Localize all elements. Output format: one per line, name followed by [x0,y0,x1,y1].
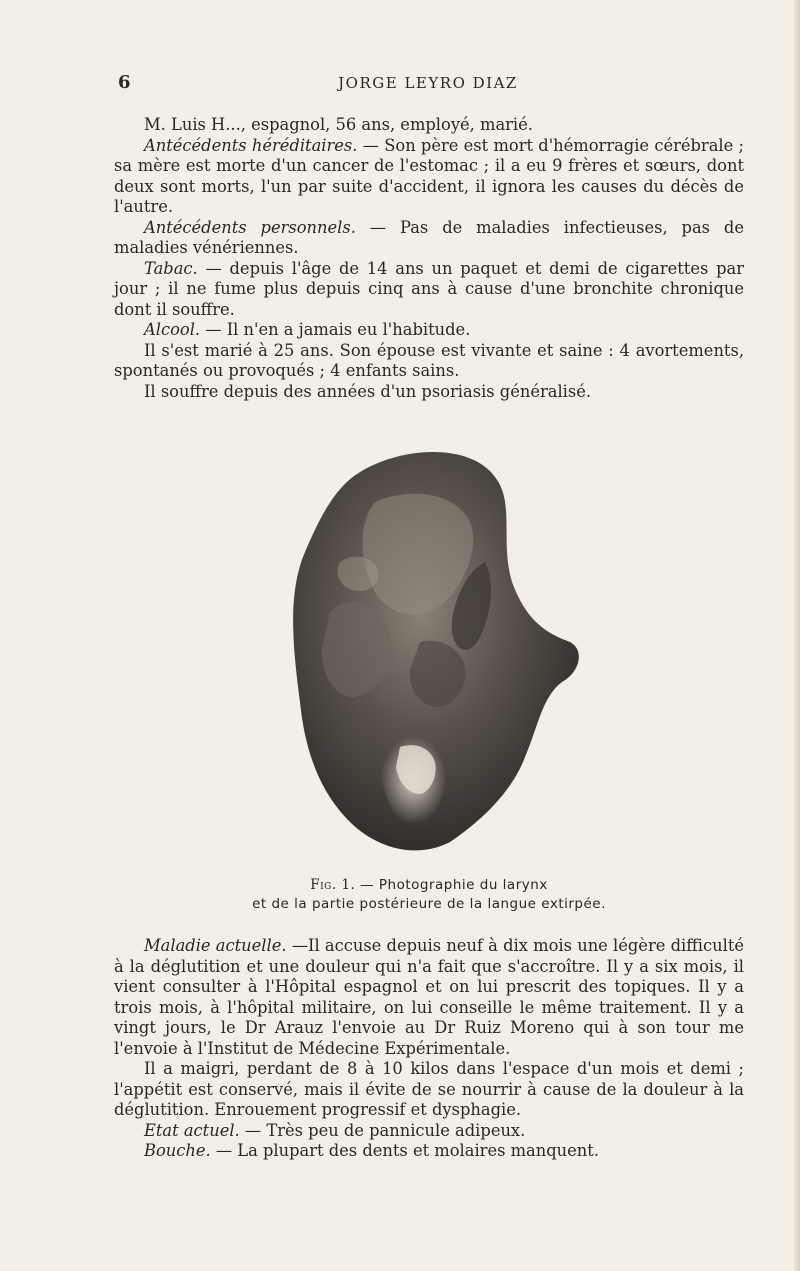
paragraph: Tabac. — depuis l'âge de 14 ans un paquet et demi de cigarettes par jour ; il ne fume plus depuis cinq ans à cause d'une bronchite chronique dont il souffre. [114,258,744,319]
caption-line: Fig. 1. — Photographie du larynx [310,877,548,893]
figure-caption [114,876,744,914]
paragraph-label: Etat actuel. [144,1120,240,1140]
paragraph: Etat actuel. — Très peu de pannicule adipeux. [144,1120,526,1140]
paragraph-label: Tabac. [144,258,198,278]
paragraph: Antécédents héréditaires. — Son père est mort d'hémorragie cérébrale ; sa mère est morte d'un cancer de l'estomac ; il a eu 9 frères et sœurs, dont deux sont morts, l'un par suite d'accident, il ignora les causes du décès de l'autre. [114,135,744,216]
running-head: JORGE LEYRO DIAZ [338,74,518,92]
page-header [118,72,738,98]
paragraph: Bouche. — La plupart des dents et molaires manquent. [144,1141,599,1160]
figure-label: Fig. 1. [310,877,356,893]
paragraph-label: Antécédents personnels. [144,217,356,237]
paragraph: Il souffre depuis des années d'un psoriasis généralisé. [144,381,592,401]
paragraph: Maladie actuelle. —Il accuse depuis neuf à dix mois une légère difficulté à la déglutition et une douleur qui n'a fait que s'accroître. Il y a six mois, il vient consulter à l'Hôpital espagnol et on lui prescrit des topiques. Il y a trois mois, à l'hôpital militaire, on lui conseille le même traitement. Il y a vingt jours, le Dr Arauz l'envoie au Dr Ruiz Moreno qui à son tour me l'envoie à l'Institut de Médecine Expérimentale. [114,936,744,1058]
paragraph: Il s'est marié à 25 ans. Son épouse est vivante et saine : 4 avortements, spontanés ou provoqués ; 4 enfants sains. [114,340,744,380]
book-spine-edge [794,0,800,1271]
paragraph: M. Luis H..., espagnol, 56 ans, employé, marié. [144,115,533,134]
paragraph-label: Antécédents héréditaires. [144,135,358,155]
caption-line: et de la partie postérieure de la langue extirpée. [252,896,606,912]
text-block-top [114,115,744,402]
paragraph: Antécédents personnels. — Pas de maladies infectieuses, pas de maladies vénériennes. [114,217,744,257]
paragraph-label: Alcool. [144,320,201,339]
paragraph: Alcool. — Il n'en a jamais eu l'habitude. [144,320,471,339]
larynx-photograph [280,442,586,858]
page-number: 6 [118,72,131,93]
paragraph-label: Maladie actuelle. [144,936,287,955]
text-block-bottom [114,936,744,1162]
paragraph-label: Bouche. [144,1141,211,1160]
paragraph: Il a maigri, perdant de 8 à 10 kilos dans l'espace d'un mois et demi ; l'appétit est conservé, mais il évite de se nourrir à cause de la douleur à la déglutition. Enrouement progressif et dysphagie. [114,1059,744,1119]
